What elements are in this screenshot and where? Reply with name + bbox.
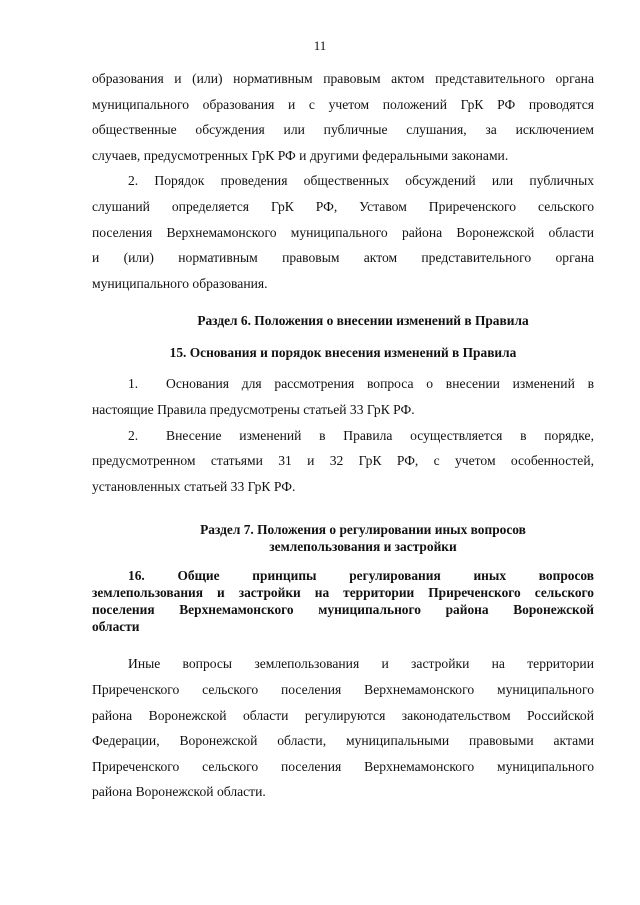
text-line: муниципального образования. <box>92 275 268 291</box>
section-6-heading: Раздел 6. Положения о внесении изменений в Правила <box>197 313 529 329</box>
article-heading-line: землепользования и застройки на территории Приреченского сельского <box>92 585 594 601</box>
list-item <box>92 371 594 397</box>
text-line: предусмотренном статьями 31 и 32 ГрК РФ, с учетом особенностей, <box>92 453 594 469</box>
text-line: образования и (или) нормативным правовым актом представительного органа <box>92 71 594 86</box>
text-line: района Воронежской области регулируются законодательством Российской <box>92 707 594 723</box>
continuation-paragraph <box>92 66 594 168</box>
section-7-heading <box>92 521 594 555</box>
text-line: Иные вопросы землепользования и застройки на территории <box>128 656 594 672</box>
text-line: 2. Порядок проведения общественных обсуждений или публичных <box>128 173 594 189</box>
text-line: района Воронежской области. <box>92 784 266 800</box>
text-line: Приреченского сельского поселения Верхнемамонского муниципального <box>92 681 594 697</box>
article-heading-line: области <box>92 619 140 635</box>
section-heading-line: Раздел 7. Положения о регулировании иных вопросов <box>200 522 526 538</box>
list-item-number: 1. <box>128 376 139 392</box>
text-line: муниципального образования и с учетом положений ГрК РФ проводятся <box>92 96 594 112</box>
list-item-text: Основания для рассмотрения вопроса о внесении изменений в <box>166 376 594 392</box>
text-line: слушаний определяется ГрК РФ, Уставом Приреченского сельского <box>92 198 594 214</box>
page-number: 11 <box>313 38 327 53</box>
list-item <box>92 423 594 449</box>
text-line: Приреченского сельского поселения Верхнемамонского муниципального <box>92 758 594 774</box>
section-heading-line: землепользования и застройки <box>269 539 457 555</box>
article-15-items <box>92 371 594 499</box>
article-15-heading: 15. Основания и порядок внесения изменений в Правила <box>169 345 517 361</box>
text-line: общественные обсуждения или публичные слушания, за исключением <box>92 122 594 138</box>
article-heading-line: поселения Верхнемамонского муниципального района Воронежской <box>92 602 594 618</box>
article-heading-line: 16. Общие принципы регулирования иных вопросов <box>128 568 594 584</box>
document-body <box>92 66 594 805</box>
text-line: и (или) нормативным правовым актом представительного органа <box>92 250 594 266</box>
text-line: поселения Верхнемамонского муниципального района Воронежской области <box>92 224 594 240</box>
text-line: случаев, предусмотренных ГрК РФ и другими федеральными законами. <box>92 147 509 163</box>
article-16-body <box>92 651 594 805</box>
article-16-heading <box>92 567 594 635</box>
text-line: Федерации, Воронежской области, муниципальными правовыми актами <box>92 733 594 749</box>
text-line: установленных статьей 33 ГрК РФ. <box>92 478 296 494</box>
list-item-text: Внесение изменений в Правила осуществляется в порядке, <box>166 427 594 443</box>
list-item-number: 2. <box>128 427 139 443</box>
text-line: настоящие Правила предусмотрены статьей 33 ГрК РФ. <box>92 401 415 417</box>
item-2-paragraph <box>92 168 594 296</box>
